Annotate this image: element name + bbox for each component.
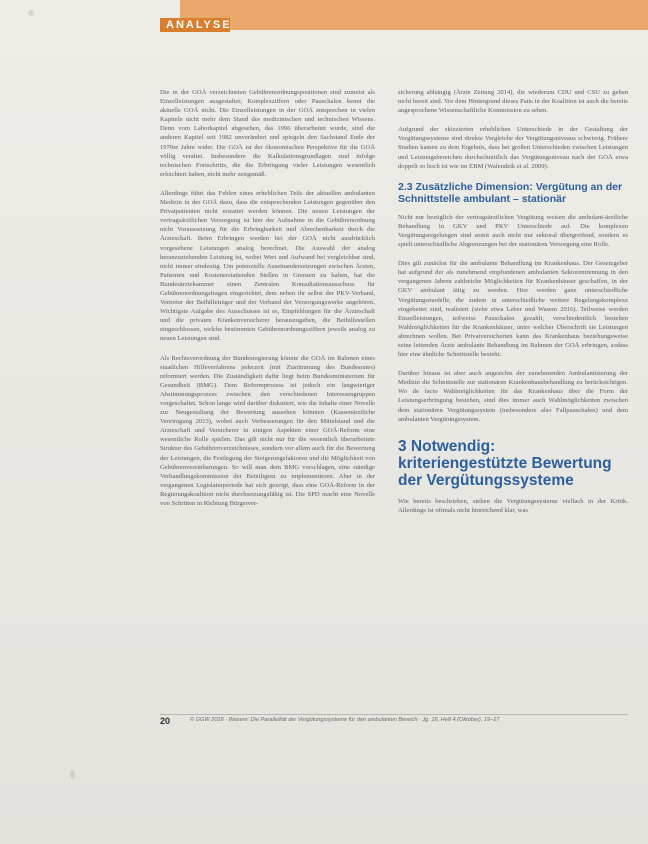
paper-smudge [28, 10, 34, 16]
body-paragraph: Wie bereits beschrieben, stehen die Vergütungssysteme vielfach in der Kritik. Allerdings ist oftmals nicht hinreichend klar, was [398, 497, 628, 514]
section-heading-2-3: 2.3 Zusätzliche Dimension: Vergütung an der Schnittstelle ambulant – stationär [398, 180, 623, 205]
body-paragraph: Aufgrund der skizzierten erheblichen Unterschiede in der Gestaltung der Vergütungssysteme sind direkte Vergleiche der Vergütungsniveaus schwierig. Frühere Studien kamen zu dem Ergebnis, dass bei großen Unterschieden zwischen Leistungen und Leistungsbereichen durchschnittlich das Vergütungsniveau nach der GOÄ etwa doppelt so hoch ist wie im EBM (Walendzik et al. 2009). [398, 126, 628, 170]
body-paragraph: Dies gilt zunächst für die ambulante Behandlung im Krankenhaus. Der Gesetzgeber hat aufgrund der als zunehmend empfundenen ambulanten Sektorentrennung in den vergangenen Jahren zahlreiche Möglichkeiten für Krankenhäuser geschaffen, in der GKV ambulant tätig zu werden. Hier werden ganz unterschiedliche Vergütungsmodelle, die zudem in unterschiedliche weitere Regelungskomplexe eingebettet sind, realisiert (siehe etwa Leber und Wasem 2016). Teilweise werden Einzelleistungen, teilweise Pauschalen gezahlt, verschiedentlich bestehen Wahlmöglichkeiten für die Krankenhäuser, unter welcher Überschrift sie Leistungen abrechnen wollen. Bei Privatversicherten kann das Krankenhaus beziehungsweise seine leitenden Ärzte ambulante Behandlung im Rahmen der GOÄ erbringen, sodass hier eine ähnliche Schnittstelle besteht. [398, 260, 628, 359]
header-bar [180, 0, 648, 30]
body-paragraph: Als Rechtsverordnung der Bundesregierung könnte die GOÄ im Rahmen eines staatlichen Hilfeverfahrens jederzeit (mit Zustimmung des Bundesrates) reformiert werden. Die Zuständigkeit dafür liegt beim Bundesministerium für Gesundheit (BMG). Dem Reformprozess ist jedoch ein langwieriger Abstimmungsprozess zwischen den verschiedenen Interessengruppen vorgeschaltet. Schon lange wird darüber diskutiert, wie die Inhalte einer Novelle zur Neugestaltung der Bewertung aussehen könnten (Kassenärztliche Vereinigung 2013), wobei auch Verbesserungen für den Mittelstand und die Arzteschaft und Versicherer in einigen Aspekten einer GOÄ-Reform eine wesentliche Rolle spielen. Das gilt nicht nur für die wesentlich überarbeitete Struktur des Gebührenverzeichnisses, sondern vor allem auch für die Bewertung der Leistungen, die Festlegung der Steigerungsfaktoren und die Möglichkeit von Gebührenvereinbarungen. So will man dem BMG vorschlagen, eine ständige Verhandlungskommission der Beteiligten zu implementieren. Aber in der vergangenen Legislaturperiode hat sich gezeigt, dass eine GOÄ-Reform in der Regierungskoalition nicht durchsetzungsfähig ist. Die SPD macht eine Novelle von Schritten in Richtung Bürgerver- [160, 354, 375, 508]
body-paragraph: Die in der GOÄ verzeichneten Gebührenordnungspositionen sind zumeist als Einzelleistungen ausgestaltet; Komplexziffern oder Pauschalen kennt die aktuelle GOÄ nicht. Die Einzelleistungen in der GOÄ entsprechen in vielen Kapiteln nicht mehr dem Stand des medizinischen und technischen Wissens. Denn vom Laborkapitel abgesehen, das 1996 überarbeitet wurde, sind die anderen Kapitel seit 1982 unverändert und spiegeln den Sachstand Ende der 1970er Jahre wider. Die GOÄ ist der ökonomischen Perspektive für die GOÄ völlig veraltet. Insbesondere die Kalkulationsgrundlagen sind infolge technischen Fortschritts, die die Erbringung vieler Leistungen wesentlich erleichtert haben, nicht mehr zeitgemäß. [160, 89, 375, 178]
section-tag: ANALYSE [160, 18, 230, 32]
paper-smudge [70, 770, 75, 779]
body-paragraph: Allerdings führt das Fehlen eines erheblichen Teils der aktuellen ambulanten Medizin in der GOÄ dazu, dass die entsprechenden Leistungen gegenüber den Privatpatienten nicht erstattet werden können. Die neuen Leistungen der vertragsärztlichen Versorgung ist hier der Aufnahme in die Gebührenordnung nicht Voraussetzung für die Erbringbarkeit und Abrechenbarkeit durch die Ärzteschaft. Beim Erbringen werden bei der GOÄ nicht ausdrücklich vorgesehene Leistungen analog berechnet. Die Auswahl der analog heranzuziehenden Leistung ist, wobei Wert und Aufwand bei vergleichbar sind, nicht immer eindeutig. Um potenzielle Auseinandersetzungen zwischen Ärzten, Patienten und Kostenerstattenden Stellen in Grenzen zu halten, hat die Bundesärztekammer einen Zentralen Konsultationsausschuss für Gebührenordnungsfragen eingerichtet, dem neben ihr selbst der PKV-Verband, Vertreter der Beihilfeträger und der Verband der Versorgungswerke angehören. Wichtigste Aufgabe des Ausschusses ist es, Empfehlungen für die Ärzteschaft und die privaten Krankenversicherer herauszugeben, die Beihilfestellen eingeschlossen, welche bestimmten Gebührenordnungsziffern jeweils analog zu neuen Leistungen sind. [160, 189, 375, 343]
page-number: 20 [160, 716, 171, 726]
body-paragraph: Nicht nur bezüglich der vertragsärztlichen Vergütung weisen die ambulant-ärztliche Behandlung in GKV und PKV Unterschiede auf. Die komplexen Vergütungsregelungen sind somit auch nicht nur sektoral übergreifend, sondern es spielt unterschiedliche Abgrenzungen bei der stationären Versorgung eine Rolle. [398, 213, 628, 249]
footer-divider [160, 714, 628, 715]
body-paragraph: Darüber hinaus ist aber auch angesichts der zunehmenden Ambulantisierung der Medizin die Schnittstelle zur stationären Krankenhausbehandlung zu berücksichtigen. Wo de facto Wahlmöglichkeiten für das Krankenhaus über die Form der Leistungserbringung bestehen, sind dies immer auch Wahlmöglichkeiten zwischen dem stationären Vergütungssystem (insbesondere also Fallpauschalen) und dem ambulanten Vergütungssystem. [398, 370, 628, 423]
left-column [160, 88, 375, 518]
body-paragraph: sicherung abhängig (Ärzte Zeitung 2014), die wiederum CDU und CSU zu gehen nicht bereit sind. Vor dem Hintergrund dieses Patts in der Koalition ist auch die bereits angesprochene Wissenschaftliche Kommission zu sehen. [398, 89, 628, 115]
footer-citation: © GGW 2018 · Wasem: Die Parallelität der Vergütungssysteme für den ambulanten Bereich · Jg. 18, Heft 4 (Oktober), 19–27 [190, 717, 500, 723]
right-column [398, 88, 628, 525]
section-heading-3: 3 Notwendig: kriteriengestützte Bewertung der Vergütungssysteme [398, 437, 612, 489]
